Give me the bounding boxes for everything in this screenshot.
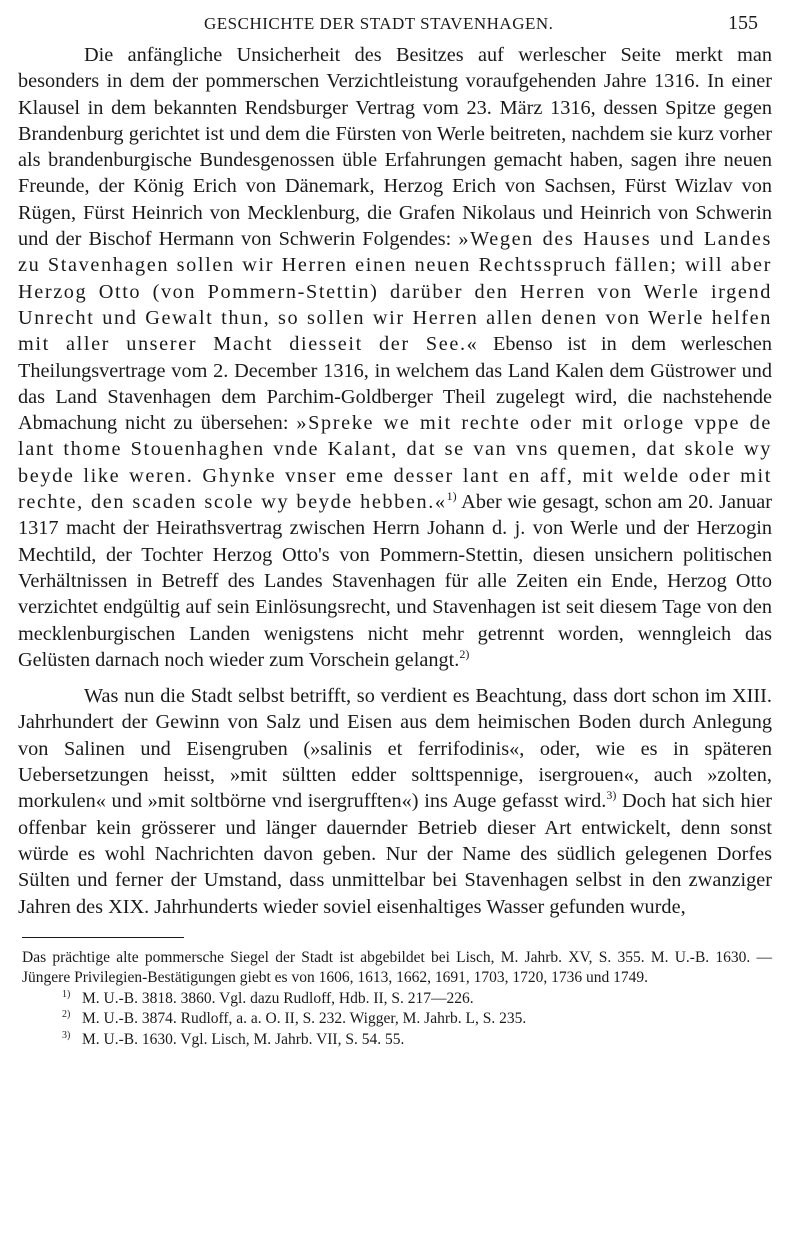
footnote-text-1: M. U.-B. 3818. 3860. Vgl. dazu Rudloff, Hdb. II, S. 217—226.: [82, 989, 474, 1007]
paragraph-1: [18, 42, 772, 673]
footnotes: [18, 948, 772, 1051]
footnote-text-3: M. U.-B. 1630. Vgl. Lisch, M. Jahrb. VII, S. 54. 55.: [82, 1030, 405, 1048]
paragraph-1-part-1: Die anfängliche Unsicherheit des Besitzes auf werlescher Seite merkt man besonders in dem der pommerschen Verzichtleistung voraufgehenden Jahre 1316. In einer Klausel in dem bekannten Rendsburger Vertrag vom 23. März 1316, dessen Spitze gegen Brandenburg gerichtet ist und dem die Fürsten von Werle beitreten, nachdem sie kurz vorher als brandenburgische Bundesgenossen üble Erfahrungen gemacht haben, sagen ihre neuen Freunde, der König Erich von Dänemark, Herzog Erich von Sachsen, Fürst Wizlav von Rügen, Fürst Heinrich von Mecklenburg, die Grafen Nikolaus und Heinrich von Schwerin und der Bischof Hermann von Schwerin Folgendes:: [18, 44, 772, 251]
paragraph-1-part-2: Ebenso ist in dem werleschen Theilungsvertrage vom 2. December 1316, in welchem das Land Kalen dem Güstrower und das Land Stavenhagen dem Parchim-Goldberger Theil zugelegt wird, die nachstehende Abmachung nicht zu übersehen:: [18, 333, 772, 435]
footnote-mark-1: 1): [62, 988, 71, 1000]
page-number: 155: [728, 12, 758, 34]
quote-rendsburg-treaty: »Wegen des Hauses und Landes zu Stavenhagen sollen wir Herren einen neuen Rechtsspruch fällen; will aber Herzog Otto (von Pommern-Stettin) darüber den Herren von Werle irgend Unrecht und Gewalt thun, so sollen wir Herren allen denen von Werle helfen mit aller unserer Macht diesseit der See.«: [18, 228, 772, 356]
footnote-ref-3[interactable]: 3): [606, 788, 617, 803]
footnote-mark-3: 3): [62, 1029, 71, 1041]
running-head: [18, 10, 772, 42]
footnote-2: [18, 1009, 772, 1030]
footnote-text-2: M. U.-B. 3874. Rudloff, a. a. O. II, S. 232. Wigger, M. Jahrb. L, S. 235.: [82, 1010, 527, 1028]
footnote-1: [18, 989, 772, 1010]
paragraph-2: [18, 683, 772, 920]
footnote-mark-2: 2): [62, 1009, 71, 1021]
running-title: GESCHICHTE DER STADT STAVENHAGEN.: [204, 14, 554, 33]
quote-division-treaty: »Spreke we mit rechte oder mit orloge vppe de lant thome Stouenhaghen vnde Kalant, dat se van vns quemen, dat skole wy beyde like weren. Ghynke vnser eme desser lant en aff, mit welde oder mit rechte, den scaden scole wy beyde hebben.«: [18, 412, 772, 514]
paragraph-2-part-2: Doch hat sich hier offenbar kein grösserer und länger dauernder Betrieb dieser Art entwickelt, denn sonst würde es wohl Nachrichten davon geben. Nur der Name des südlich gelegenen Dorfes Sülten und ferner der Umstand, dass unmittelbar bei Stavenhagen selbst in den zwanziger Jahren des XIX. Jahrhunderts wieder soviel eisenhaltiges Wasser gefunden wurde,: [18, 790, 772, 918]
footnote-separator: [22, 937, 184, 938]
footnote-3: [18, 1030, 772, 1051]
body-text: [18, 42, 772, 920]
footnote-ref-2[interactable]: 2): [459, 646, 470, 661]
footnote-general: Das prächtige alte pommersche Siegel der Stadt ist abgebildet bei Lisch, M. Jahrb. XV, S. 355. M. U.-B. 1630. — Jüngere Privilegien-Bestätigungen giebt es von 1606, 1613, 1662, 1691, 1703, 1720, 1736 und 1749.: [22, 948, 772, 987]
paragraph-2-part-1: Was nun die Stadt selbst betrifft, so verdient es Beachtung, dass dort schon im XIII. Jahrhundert der Gewinn von Salz und Eisen aus dem heimischen Boden durch Anlegung von Salinen und Eisengruben (»salinis et ferrifodinis«, oder, wie es in späteren Uebersetzungen heisst, »mit sültten edder solttspennige, isergrouen«, auch »zolten, morkulen« und »mit soltbörne vnd isergrufften«) ins Auge gefasst wird.: [18, 685, 772, 813]
footnote-ref-1[interactable]: 1): [446, 489, 457, 504]
paragraph-1-part-3: Aber wie gesagt, schon am 20. Januar 1317 macht der Heirathsvertrag zwischen Herrn Johann d. j. von Werle und der Herzogin Mechtild, der Tochter Herzog Otto's von Pommern-Stettin, diesen unsichern politischen Verhältnissen in Betreff des Landes Stavenhagen für alle Zeiten ein Ende, Herzog Otto verzichtet endgültig auf sein Einlösungsrecht, und Stavenhagen ist seit diesem Tage von den mecklenburgischen Landen wenigstens nicht mehr getrennt worden, wenngleich das Gelüsten darnach noch wieder zum Vorschein gelangt.: [18, 491, 772, 671]
